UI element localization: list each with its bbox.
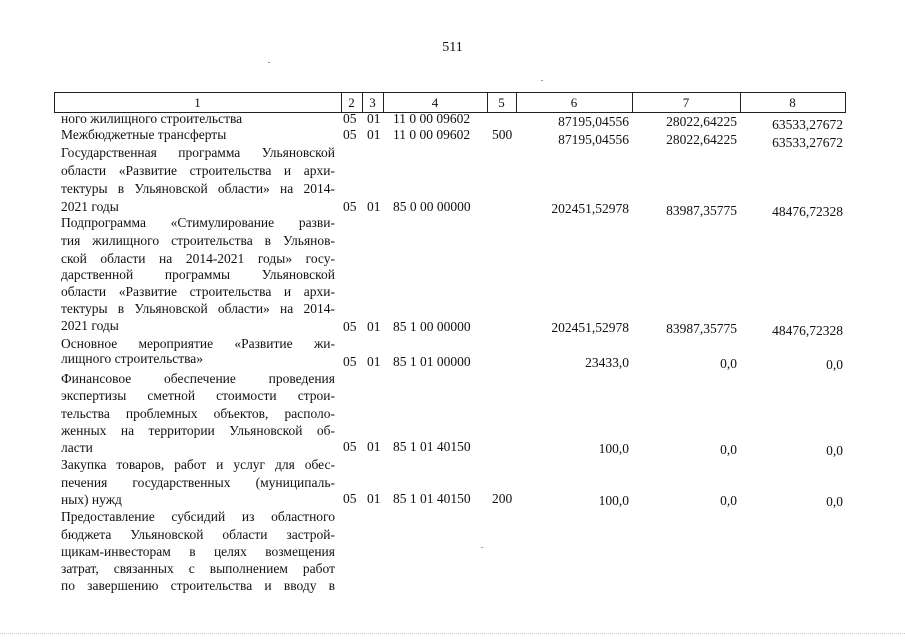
row-col-6: 100,0: [598, 493, 629, 508]
row-name-line: Закупка товаров, работ и услуг для обес-: [61, 457, 335, 472]
row-col-8: 48476,72328: [772, 323, 843, 338]
scan-speck: [541, 80, 543, 81]
row-name-line: Основное мероприятие «Развитие жи-: [61, 336, 335, 351]
header-col-4: 4: [431, 95, 439, 110]
row-col-8: 63533,27672: [772, 117, 843, 132]
row-csr: 11 0 00 09602: [393, 127, 471, 142]
row-name-line: 2021 годы: [61, 199, 119, 214]
row-col-6: 87195,04556: [558, 114, 629, 129]
row-csr: 85 1 00 00000: [393, 319, 471, 334]
row-name-line: Государственная программа Ульяновской: [61, 145, 335, 160]
row-col-6: 100,0: [598, 441, 629, 456]
row-col-6: 202451,52978: [551, 201, 629, 216]
row-csr: 85 1 01 40150: [393, 491, 471, 506]
row-col-7: 0,0: [720, 442, 737, 457]
header-col-8: 8: [789, 95, 796, 110]
row-vr: 500: [492, 127, 513, 142]
row-name-line: тектуры в Ульяновской области» на 2014-: [61, 301, 335, 316]
row-pr: 01: [367, 111, 381, 126]
row-name-line: тельства проблемных объектов, располо-: [61, 406, 335, 421]
row-name-line: Подпрограмма «Стимулирование разви-: [61, 215, 335, 230]
row-col-8: 63533,27672: [772, 135, 843, 150]
header-col-7: 7: [682, 95, 690, 110]
row-rz: 05: [343, 111, 357, 126]
row-name-line: дарственной программы Ульяновской: [61, 267, 335, 282]
row-col-8: 0,0: [826, 494, 843, 509]
row-pr: 01: [367, 439, 381, 454]
row-rz: 05: [343, 439, 357, 454]
row-name-line: области «Развитие строительства и архи-: [61, 284, 335, 299]
row-col-8: 0,0: [826, 443, 843, 458]
row-name-line: ного жилищного строительства: [61, 111, 243, 126]
row-rz: 05: [343, 491, 357, 506]
row-col-7: 83987,35775: [666, 321, 737, 336]
row-name-line: печения государственных (муниципаль-: [61, 475, 335, 490]
row-name-line: тектуры в Ульяновской области» на 2014-: [61, 181, 335, 196]
scan-edge-noise: [0, 633, 905, 634]
row-name-line: по завершению строительства и вводу в: [61, 578, 335, 593]
row-name-line: ных) нужд: [61, 492, 122, 507]
row-rz: 05: [343, 199, 357, 214]
row-name-line: ской области на 2014-2021 годы» госу-: [61, 251, 335, 266]
row-name-line: затрат, связанных с выполнением работ: [61, 561, 335, 576]
header-col-6: 6: [570, 95, 578, 110]
row-col-6: 202451,52978: [551, 320, 629, 335]
row-name-line: Финансовое обеспечение проведения: [61, 371, 335, 386]
row-col-8: 48476,72328: [772, 204, 843, 219]
row-rz: 05: [343, 319, 357, 334]
row-col-7: 28022,64225: [666, 132, 737, 147]
row-name-line: женных на территории Ульяновской об-: [61, 423, 335, 438]
header-col-3: 3: [369, 95, 376, 110]
row-csr: 11 0 00 09602: [393, 111, 471, 126]
header-col-1: 1: [194, 95, 201, 110]
scan-speck: [268, 62, 270, 63]
row-csr: 85 0 00 00000: [393, 199, 471, 214]
row-name-line: Межбюджетные трансферты: [61, 127, 227, 142]
scan-speck: [481, 547, 483, 548]
row-name-line: бюджета Ульяновской области застрой-: [61, 527, 335, 542]
header-col-5: 5: [498, 95, 505, 110]
row-name-line: 2021 годы: [61, 318, 119, 333]
row-col-6: 23433,0: [585, 355, 629, 370]
row-name-line: лищного строительства»: [61, 351, 204, 366]
row-rz: 05: [343, 354, 357, 369]
row-col-7: 0,0: [720, 356, 737, 371]
row-vr: 200: [492, 491, 513, 506]
row-name-line: тия жилищного строительства в Ульянов-: [61, 233, 335, 248]
row-col-7: 0,0: [720, 493, 737, 508]
row-csr: 85 1 01 40150: [393, 439, 471, 454]
col-divider: [845, 92, 846, 112]
row-rz: 05: [343, 127, 357, 142]
row-pr: 01: [367, 319, 381, 334]
row-col-6: 87195,04556: [558, 132, 629, 147]
row-pr: 01: [367, 354, 381, 369]
row-col-8: 0,0: [826, 357, 843, 372]
row-name-line: ласти: [61, 440, 93, 455]
row-name-line: области «Развитие строительства и архи-: [61, 163, 335, 178]
row-pr: 01: [367, 199, 381, 214]
row-pr: 01: [367, 491, 381, 506]
row-col-7: 28022,64225: [666, 114, 737, 129]
header-col-2: 2: [348, 95, 355, 110]
row-name-line: Предоставление субсидий из областного: [61, 509, 335, 524]
row-pr: 01: [367, 127, 381, 142]
row-csr: 85 1 01 00000: [393, 354, 471, 369]
page-number: 511: [442, 40, 463, 55]
row-name-line: экспертизы сметной стоимости строи-: [61, 388, 335, 403]
row-name-line: щикам-инвесторам в целях возмещения: [61, 544, 335, 559]
row-col-7: 83987,35775: [666, 203, 737, 218]
